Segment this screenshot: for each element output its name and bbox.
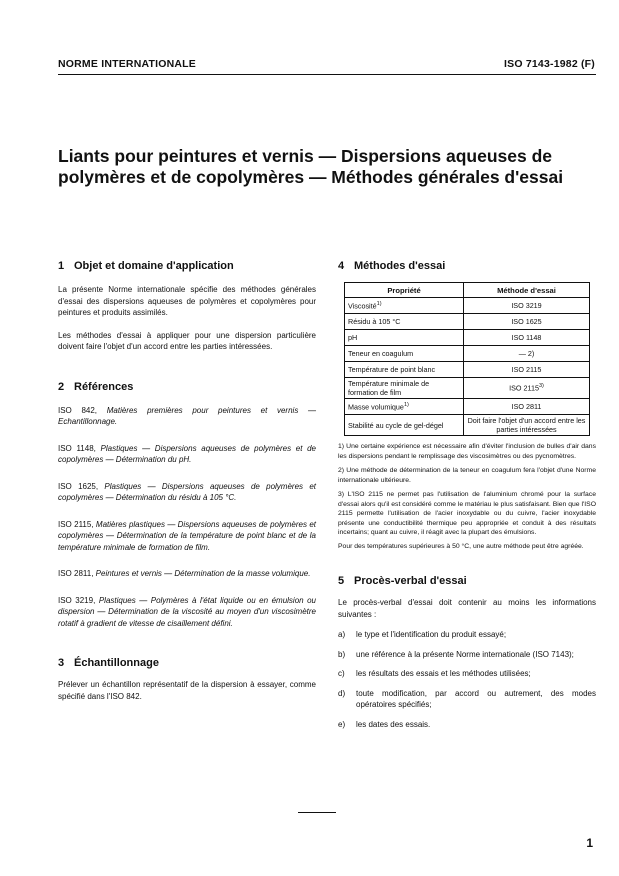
footnote-ref: 1) [376, 300, 382, 307]
reference-code: ISO 3219, [58, 595, 96, 605]
table-row [345, 298, 590, 314]
reference-title: Plastiques — Dispersions aqueuses de polymères et de copolymères — Détermination du pH. [58, 443, 316, 464]
footnote-2: 2) Une méthode de détermination de la teneur en coagulum fera l'objet d'une Norme internationale ultérieure. [338, 467, 596, 484]
section-1-paragraph-2: Les méthodes d'essai à appliquer pour une dispersion particulière doivent faire l'objet d'un accord entre les parties intéressées. [58, 330, 316, 351]
table-row [345, 346, 590, 362]
reference-code: ISO 1625, [58, 481, 99, 491]
reference-item [58, 519, 316, 554]
section-3-heading: 3 Échantillonnage [58, 657, 159, 669]
method-cell: ISO 2811 [464, 399, 590, 415]
reference-code: ISO 2115, [58, 519, 94, 529]
header-standard-number: ISO 7143-1982 (F) [504, 58, 595, 70]
method-cell: — 2) [464, 346, 590, 362]
method-cell: ISO 3219 [464, 298, 590, 314]
section-3-paragraph: Prélever un échantillon représentatif de la dispersion à essayer, comme spécifié dans l'ISO 842. [58, 680, 316, 701]
reference-title: Plastiques — Dispersions aqueuses de polymères et copolymères — Détermination du résidu à 105 °C. [58, 481, 316, 502]
footnote-3: 3) L'ISO 2115 ne permet pas l'utilisation de l'aluminium chromé pour la surface d'essai alors qu'il est considéré comme le matériau le plus satisfaisant. Bien que l'ISO 2115 permette l'utilisation de l'acier inoxydable ou du cuivre, l'acier inoxydable présente une conductibilité thermique peu appropriée et conduit à des résultats incertains; quant au cuivre, il réagit avec la plupart des émulsions. [338, 491, 596, 536]
table-row [345, 330, 590, 346]
left-column [58, 260, 316, 702]
footnote-ref: 1) [403, 401, 409, 408]
report-item: d) toute modification, par accord ou autrement, des modes opératoires spécifiés; [338, 688, 596, 709]
table-row [345, 378, 590, 399]
table-row [345, 399, 590, 415]
property-cell: pH [345, 330, 464, 346]
test-methods-table [344, 282, 590, 436]
reference-item [58, 443, 316, 466]
reference-title: Matières premières pour peintures et vernis — Echantillonnage. [58, 405, 316, 426]
report-item: b) une référence à la présente Norme internationale (ISO 7143); [338, 649, 574, 659]
section-1-paragraph-1: La présente Norme internationale spécifie des méthodes générales d'essai des dispersions aqueuses de polymères et copolymères pour peintures et produits assimilés. [58, 285, 316, 317]
property-cell: Masse volumique$^{1)}$ [345, 399, 464, 415]
reference-item [58, 595, 316, 630]
property-cell: Viscosité$^{1)}$ [345, 298, 464, 314]
reference-title: Plastiques — Polymères à l'état liquide ou en émulsion ou dispersion — Détermination de la viscosité au moyen d'un viscosimètre rotatif à gradient de vitesse de cisaillement défini. [58, 595, 316, 628]
page-number: 1 [586, 836, 593, 850]
section-2-heading: 2 Références [58, 380, 134, 393]
report-item: e) les dates des essais. [338, 719, 431, 729]
report-item: a) le type et l'identification du produit essayé; [338, 630, 507, 639]
property-cell: Résidu à 105 °C [345, 314, 464, 330]
method-cell: ISO 1148 [464, 330, 590, 346]
right-column [338, 260, 596, 730]
table-header-row [345, 283, 590, 298]
property-cell: Teneur en coagulum [345, 346, 464, 362]
reference-code: ISO 2811, [58, 569, 94, 578]
section-5-intro: Le procès-verbal d'essai doit contenir au moins les informations suivantes : [338, 598, 596, 619]
footnotes [338, 442, 596, 551]
reference-title: Peintures et vernis — Détermination de la masse volumique. [95, 569, 311, 578]
table-row [345, 415, 590, 436]
property-cell: Température minimale de formation de film [345, 378, 464, 399]
footnote-1: 1) Une certaine expérience est nécessaire afin d'éviter l'inclusion de bulles d'air dans les dispersions pendant le remplissage des viscosimètres ou des pycnomètres. [338, 443, 596, 460]
footnote-ref: 3) [538, 383, 544, 390]
reference-item [58, 568, 316, 580]
table-row [345, 362, 590, 378]
property-cell: Température de point blanc [345, 362, 464, 378]
references-list [58, 405, 316, 630]
method-cell: Doit faire l'objet d'un accord entre les parties intéressées [464, 415, 590, 436]
bottom-rule [298, 812, 336, 813]
reference-item [58, 481, 316, 504]
section-4-heading: 4 Méthodes d'essai [338, 260, 446, 272]
section-1-heading: 1 Objet et domaine d'application [58, 260, 234, 272]
method-cell: ISO 1625 [464, 314, 590, 330]
reference-code: ISO 842, [58, 405, 98, 415]
column-header-method: Méthode d'essai [464, 283, 590, 298]
reference-title: Matières plastiques — Dispersions aqueuses de polymères et copolymères — Détermination de la température de point blanc et de la température minimale de formation de film. [58, 519, 317, 552]
section-5-heading: 5 Procès-verbal d'essai [338, 575, 467, 587]
header-standard-type: NORME INTERNATIONALE [58, 58, 196, 70]
header-rule [58, 74, 596, 75]
method-cell: ISO 2115$^{3)}$ [464, 378, 590, 399]
footnote-4: Pour des températures supérieures à 50 °C, une autre méthode peut être agréée. [338, 542, 584, 550]
reference-code: ISO 1148, [58, 443, 96, 453]
column-header-property: Propriété [345, 283, 464, 298]
method-cell: ISO 2115 [464, 362, 590, 378]
property-cell: Stabilité au cycle de gel-dégel [345, 415, 464, 436]
report-item: c) les résultats des essais et les méthodes utilisées; [338, 669, 531, 678]
table-row [345, 314, 590, 330]
report-items-list [338, 629, 596, 730]
document-title: Liants pour peintures et vernis — Dispersions aqueuses de polymères et de copolymères — Méthodes générales d'essai [58, 146, 564, 187]
reference-item [58, 405, 316, 428]
